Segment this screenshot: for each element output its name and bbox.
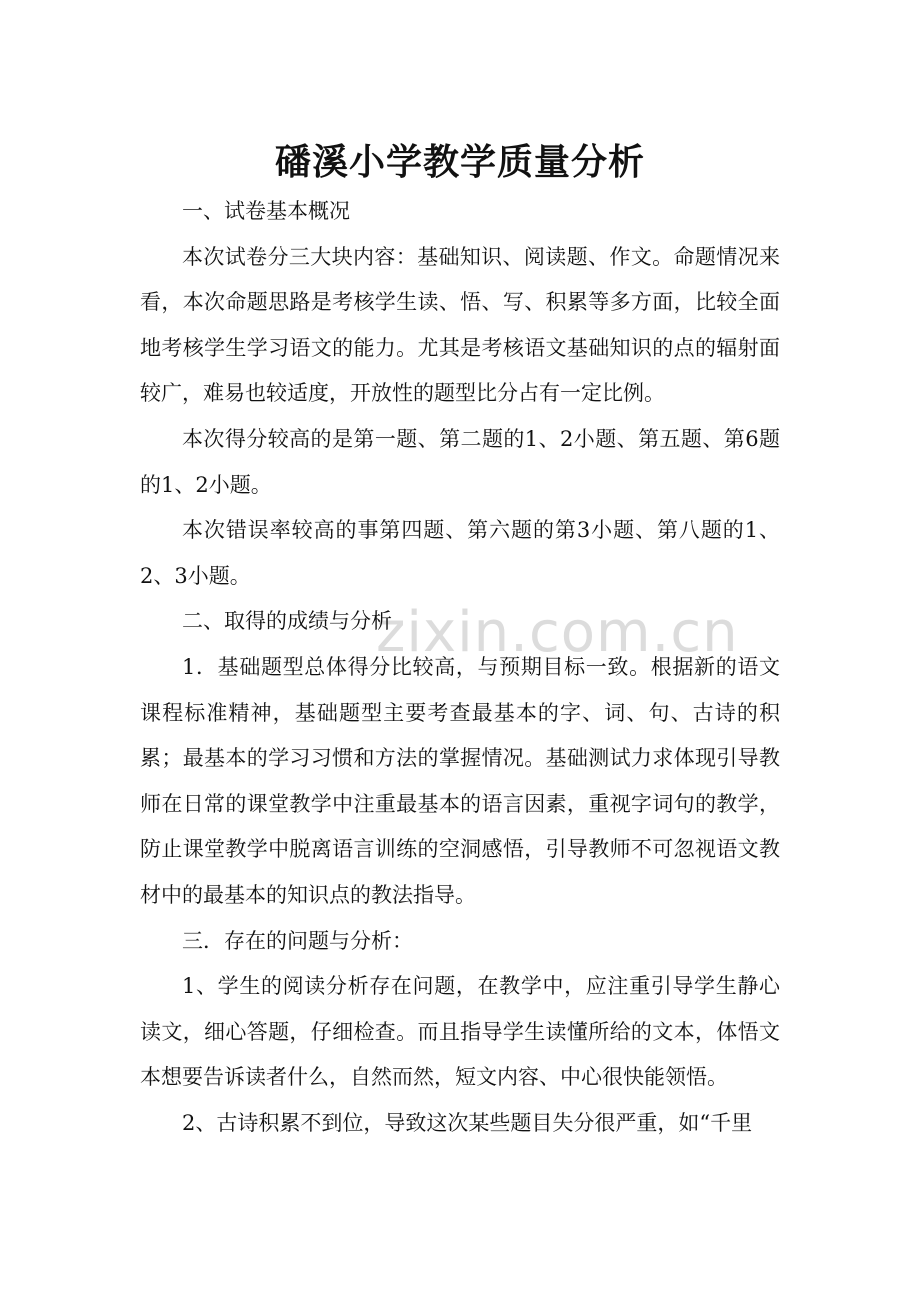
paragraph-exam-structure: 本次试卷分三大块内容：基础知识、阅读题、作文。命题情况来看，本次命题思路是考核学生读、悟、写、积累等多方面，比较全面地考核学生学习语文的能力。尤其是考核语文基础知识的点的辐射面较广，难易也较适度，开放性的题型比分占有一定比例。 <box>140 244 780 406</box>
section-heading-overview: 一、试卷基本概况 <box>182 199 350 223</box>
document-title: 磻溪小学教学质量分析 <box>274 141 645 184</box>
paragraph-high-errors: 本次错误率较高的事第四题、第六题的第3小题、第八题的1、2、3小题。 <box>140 518 780 588</box>
document-body <box>140 189 780 1146</box>
paragraph-basic-questions: 1．基础题型总体得分比较高，与预期目标一致。根据新的语文课程标准精神，基础题型主要考查最基本的字、词、句、古诗的积累；最基本的学习习惯和方法的掌握情况。基础测试力求体现引导教师在日常的课堂教学中注重最基本的语言因素，重视字词句的教学，防止课堂教学中脱离语言训练的空洞感悟，引导教师不可忽视语文教材中的最基本的知识点的教法指导。 <box>140 654 780 907</box>
paragraph-high-scores: 本次得分较高的是第一题、第二题的1、2小题、第五题、第6题的1、2小题。 <box>140 426 780 497</box>
paragraph-reading-analysis: 1、学生的阅读分析存在问题，在教学中，应注重引导学生静心读文，细心答题，仔细检查。而且指导学生读懂所给的文本，体悟文本想要告诉读者什么，自然而然，短文内容、中心很快能领悟。 <box>140 974 780 1090</box>
section-heading-problems: 三．存在的问题与分析： <box>182 928 413 953</box>
section-heading-achievements: 二、取得的成绩与分析 <box>182 609 392 634</box>
watermark-text: zixin.com.cn <box>376 600 739 665</box>
paragraph-poetry-accumulation: 2、古诗积累不到位，导致这次某些题目失分很严重，如“千里 <box>182 1110 753 1135</box>
